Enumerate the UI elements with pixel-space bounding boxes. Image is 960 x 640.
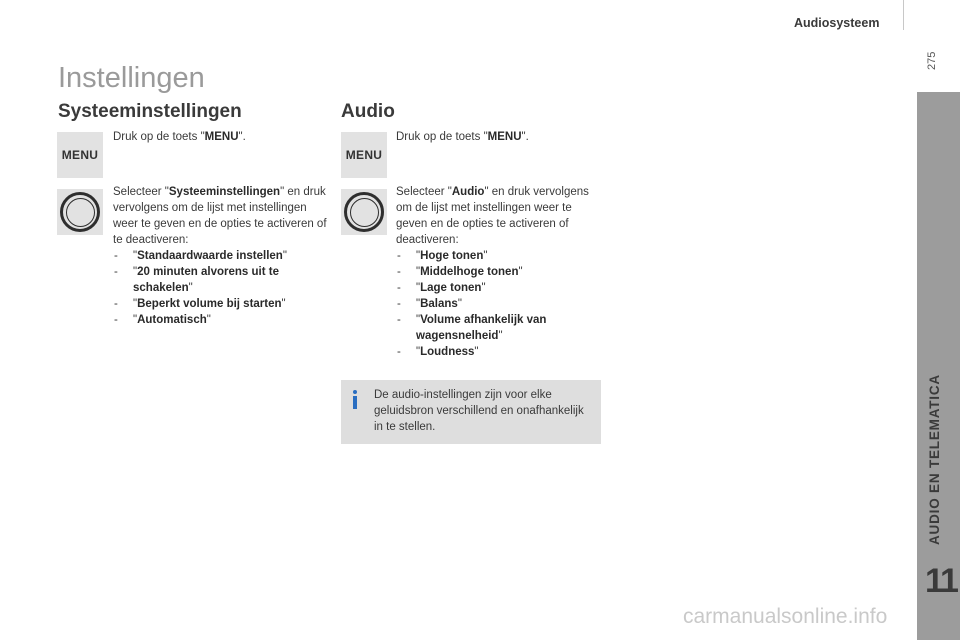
list-item: - "Lage tonen": [396, 280, 594, 296]
option-label: Loudness: [420, 346, 475, 358]
list-item: - "Middelhoge tonen": [396, 264, 594, 280]
list-item: - "Beperkt volume bij starten": [113, 296, 327, 312]
page-title: Instellingen: [58, 62, 205, 94]
step-text: ".: [521, 131, 529, 143]
step-text: " en druk vervolgens om de lijst met instellingen weer te geven en de opties te activeren of te deactiveren:: [113, 186, 327, 246]
step-bold: MENU: [487, 131, 522, 143]
step-text: Druk op de toets ": [396, 131, 488, 143]
audio-options-list: [396, 248, 594, 360]
step-text: Selecteer ": [396, 186, 452, 198]
chapter-side-bar: [917, 92, 960, 640]
list-item: - "Automatisch": [113, 312, 327, 328]
option-label: Beperkt volume bij starten: [137, 298, 282, 310]
step-text: Selecteer ": [113, 186, 169, 198]
step-bold: Audio: [451, 186, 485, 198]
knob-outer-ring: [344, 192, 384, 232]
info-text: De audio-instellingen zijn voor elke geluidsbron verschillend en onafhankelijk in te stellen.: [374, 389, 584, 433]
option-label: Balans: [420, 298, 458, 310]
list-item: - "Balans": [396, 296, 594, 312]
header-divider: [903, 0, 904, 30]
page-number: 275: [926, 51, 938, 70]
header-title: Audiosysteem: [794, 16, 880, 30]
menu-button-icon: [57, 132, 103, 178]
audio-heading: Audio: [341, 101, 395, 122]
chapter-number: 11: [925, 562, 957, 600]
system-options-list: [113, 248, 327, 328]
option-label: 20 minuten alvorens uit te schakelen: [133, 266, 279, 294]
list-item: - "Standaardwaarde instellen": [113, 248, 327, 264]
knob-inner-ring: [66, 198, 95, 227]
audio-step-1: [396, 129, 601, 145]
rotary-knob-icon: [341, 189, 387, 235]
knob-inner-ring: [350, 198, 379, 227]
option-label: Automatisch: [137, 314, 207, 326]
audio-step-2: [396, 184, 594, 360]
option-label: Hoge tonen: [420, 250, 484, 262]
step-text: " en druk vervolgens om de lijst met instellingen weer te geven en de opties te activeren of deactiveren:: [396, 186, 589, 246]
step-bold: MENU: [204, 131, 239, 143]
step-text: ".: [238, 131, 246, 143]
list-item: - "Loudness": [396, 344, 594, 360]
list-item: - "Volume afhankelijk van wagensnelheid": [396, 312, 594, 344]
option-label: Standaardwaarde instellen: [137, 250, 283, 262]
system-step-1: [113, 129, 325, 145]
option-label: Middelhoge tonen: [420, 266, 519, 278]
menu-key-label: MENU: [61, 148, 99, 162]
list-item: - "20 minuten alvorens uit te schakelen": [113, 264, 327, 296]
rotary-knob-icon: [57, 189, 103, 235]
menu-button-icon: [341, 132, 387, 178]
info-box: [341, 380, 601, 444]
knob-outer-ring: [60, 192, 100, 232]
system-step-2: [113, 184, 327, 328]
step-text: Druk op de toets ": [113, 131, 205, 143]
chapter-label: AUDIO EN TELEMATICA: [927, 374, 942, 545]
option-label: Lage tonen: [420, 282, 482, 294]
step-bold: Systeeminstellingen: [168, 186, 281, 198]
watermark: carmanualsonline.info: [683, 605, 888, 628]
system-settings-heading: Systeeminstellingen: [58, 101, 242, 122]
option-label: Volume afhankelijk van wagensnelheid: [416, 314, 547, 342]
info-icon: [350, 390, 360, 410]
menu-key-label: MENU: [345, 148, 383, 162]
list-item: - "Hoge tonen": [396, 248, 594, 264]
